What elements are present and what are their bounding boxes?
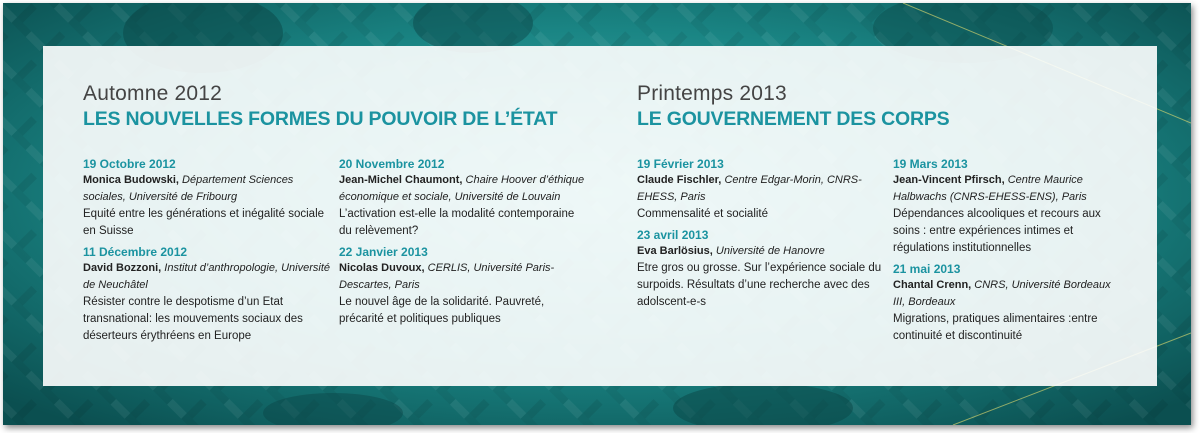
event (83, 244, 333, 345)
right-column-2 (893, 156, 1118, 349)
speaker-affiliation: Centre Maurice Halbwachs (CNRS-EHESS-ENS), Paris (893, 174, 1087, 203)
event (637, 156, 887, 223)
speaker-affiliation: Département Sciences sociales, Université de Fribourg (83, 174, 294, 203)
season-autumn (83, 81, 603, 131)
season-theme: LE GOUVERNEMENT DES CORPS (637, 108, 950, 130)
event-speaker (637, 243, 887, 260)
event-date: 19 Février 2013 (637, 157, 724, 171)
speaker-affiliation: Université de Hanovre (715, 245, 825, 257)
speaker-affiliation: Institut d’anthropologie, Université de Neuchâtel (83, 262, 331, 291)
event-title: Résister contre le despotisme d’un Etat transnational: les mouvements sociaux des déserteurs érythréens en Europe (83, 296, 303, 342)
speaker-name: Jean-Michel Chaumont, (339, 174, 463, 186)
event-title: L’activation est-elle la modalité contemporaine du relèvement? (339, 208, 575, 237)
season-title: Printemps 2013 (637, 82, 787, 105)
left-column-2 (339, 156, 589, 332)
speaker-name: Monica Budowski, (83, 174, 179, 186)
season-title: Automne 2012 (83, 82, 223, 105)
event-speaker (339, 260, 589, 294)
event-date: 20 Novembre 2012 (339, 157, 445, 171)
speaker-affiliation: CERLIS, Université Paris-Descartes, Paris (339, 262, 555, 291)
speaker-affiliation: Centre Edgar-Morin, CNRS-EHESS, Paris (637, 174, 862, 203)
event-title: Equité entre les générations et inégalité sociale en Suisse (83, 208, 325, 237)
event-title: Le nouvel âge de la solidarité. Pauvreté, précarité et politiques publiques (339, 296, 545, 325)
event-date: 23 avril 2013 (637, 228, 709, 242)
event (83, 156, 333, 240)
right-column-1 (637, 156, 887, 315)
speaker-name: Eva Barlösius, (637, 245, 713, 257)
speaker-name: Jean-Vincent Pfirsch, (893, 174, 1005, 186)
event-date: 11 Décembre 2012 (83, 245, 188, 259)
event-speaker (83, 172, 333, 206)
speaker-affiliation: Chaire Hoover d’éthique économique et sociale, Université de Louvain (339, 174, 585, 203)
event-title: Migrations, pratiques alimentaires :entre continuité et discontinuité (893, 313, 1098, 342)
left-column-1 (83, 156, 333, 349)
event-speaker (339, 172, 589, 206)
event-date: 19 Mars 2013 (893, 157, 968, 171)
event-title: Etre gros ou grosse. Sur l’expérience sociale du surpoids. Résultats d’une recherche avec des adolscent-e-s (637, 262, 882, 308)
speaker-affiliation: CNRS, Université Bordeaux III, Bordeaux (893, 279, 1111, 308)
event-date: 19 Octobre 2012 (83, 157, 176, 171)
event-title: Commensalité et socialité (637, 208, 769, 220)
event-speaker (893, 277, 1118, 311)
speaker-name: David Bozzoni, (83, 262, 162, 274)
event-speaker (893, 172, 1118, 206)
event-date: 21 mai 2013 (893, 262, 961, 276)
event (893, 156, 1118, 257)
event-date: 22 Janvier 2013 (339, 245, 428, 259)
event-speaker (637, 172, 887, 206)
speaker-name: Claude Fischler, (637, 174, 722, 186)
event (893, 261, 1118, 345)
season-spring (637, 81, 1157, 131)
season-theme: LES NOUVELLES FORMES DU POUVOIR DE L’ÉTAT (83, 108, 558, 130)
event-speaker (83, 260, 333, 294)
event (637, 227, 887, 311)
event-title: Dépendances alcooliques et recours aux soins : entre expériences intimes et régulations institutionnelles (893, 208, 1101, 254)
event (339, 156, 589, 240)
poster-frame (3, 3, 1191, 425)
speaker-name: Chantal Crenn, (893, 279, 972, 291)
speaker-name: Nicolas Duvoux, (339, 262, 425, 274)
event (339, 244, 589, 328)
